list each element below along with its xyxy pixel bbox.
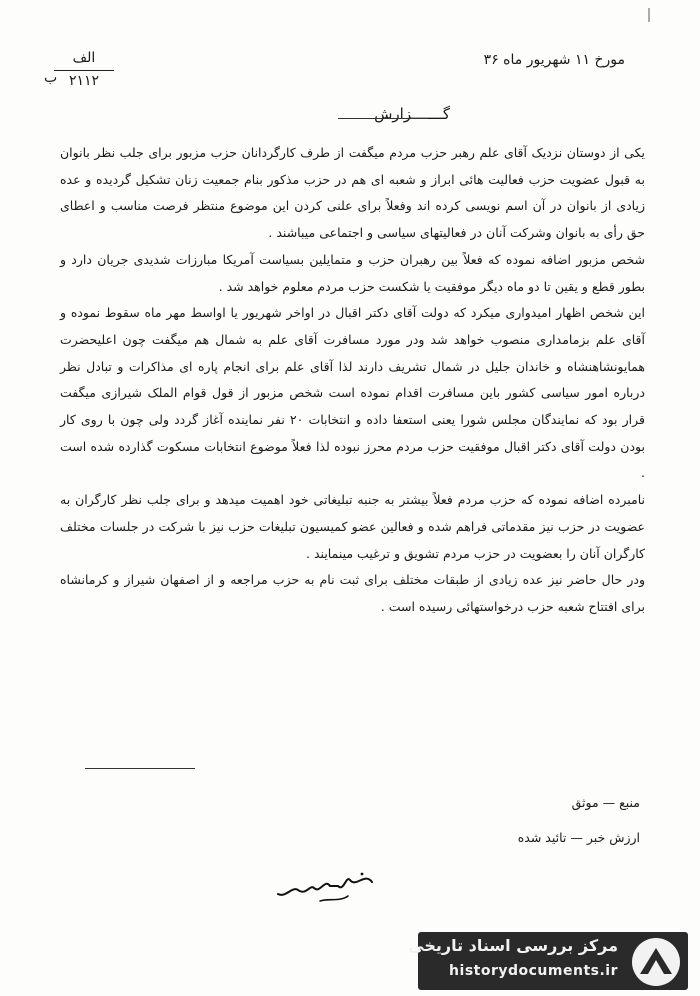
paragraph-1: یکی از دوستان نزدیک آقای علم رهبر حزب مردم میگفت از طرف کارگردانان حزب مزبور برای جلب نظر بانوان به قبول عضویت حزب فعالیت هائی ابراز و شعبه ای هم در حزب مذکور بنام جمعیت زنان تشکیل گردیده و عده زیادی از بانوان در آن اسم نویسی کرده اند وفعلاً برای علنی کردن این موضوع منتظر فرصت مناسب و اعطای حق رأی به بانوان وشرکت آنان در فعالیتهای سیاسی و اجتماعی میباشند . [60,145,645,241]
document-date: مورخ ۱۱ شهریور ماه ۳۶ [483,52,625,68]
title-underline [338,118,428,119]
watermark-title: مرکز بررسی اسناد تاریخی [408,936,618,955]
paragraph-2: شخص مزبور اضافه نموده که فعلاً بین رهبران حزب و متمایلین بسیاست آمریکا مبارزات شدیدی جریان دارد و بطور قطع و یقین تا دو ماه دیگر موفقیت یا شکست حزب مردم معلوم خواهد شد . [60,251,645,294]
source-line: منبع — موثق [571,795,640,810]
paragraph-3: این شخص اظهار امیدواری میکرد که دولت آقای دکتر اقبال در اواخر شهریور یا اواسط مهر ماه سقوط نموده و آقای علم بزمامداری منصوب خواهد شد ودر مورد مسافرت آقای علم به شمال هم میگفت چون اعلیحضرت همایونشاهنشاه و خاندان جلیل در شمال تشریف دارند لذا آقای علم برای انجام پاره ای مذاکرات و تبادل نظر درباره امور سیاسی کشور باین مسافرت اقدام نموده است شخص مزبور از قول قوام الملک شیرازی میگفت قرار بود که نمایندگان مجلس شورا یعنی استعفا داده و انتخابات ۲۰ نفر نماینده آغاز گردد ولی چون با روی کار بودن دولت آقای دکتر اقبال موفقیت حزب مردم محرز نبوده لذا فعلاً موضوع انتخابات مسکوت گذارده شده است . [60,305,645,481]
assessment-line: ارزش خبر — تائید شده [517,830,640,845]
document-title: گـــــــزارش [374,105,450,123]
reference-letter: الف [72,50,96,66]
handwritten-signature [270,868,380,908]
punch-hole-mark [648,8,658,22]
watermark-url: historydocuments.ir [449,963,618,979]
reference-number-box [44,50,120,89]
reference-divider [54,70,114,71]
paragraph-5: ودر حال حاضر نیز عده زیادی از طبقات مختلف برای ثبت نام به حزب مراجعه و از اصفهان شیراز و کرمانشاه برای افتتاح شعبه حزب درخواستهائی رسیده است . [60,572,645,614]
report-body [60,140,645,621]
reference-mark: ب [44,70,58,86]
reference-number: ۲۱۱۲ [68,73,100,89]
paragraph-4: نامبرده اضافه نموده که حزب مردم فعلاً بیشتر به جنبه تبلیغاتی خود اهمیت میدهد و برای جلب نظر کارگران به عضویت در حزب نیز مقدماتی فراهم شده و فعالین عضو کمیسیون تبلیغات حزب نیز با شرکت در جلسات مختلف کارگران آنان را بعضویت در حزب مردم تشویق و ترغیب مینمایند . [60,492,645,561]
archive-logo-icon [630,936,682,988]
closing-rule [85,768,195,769]
